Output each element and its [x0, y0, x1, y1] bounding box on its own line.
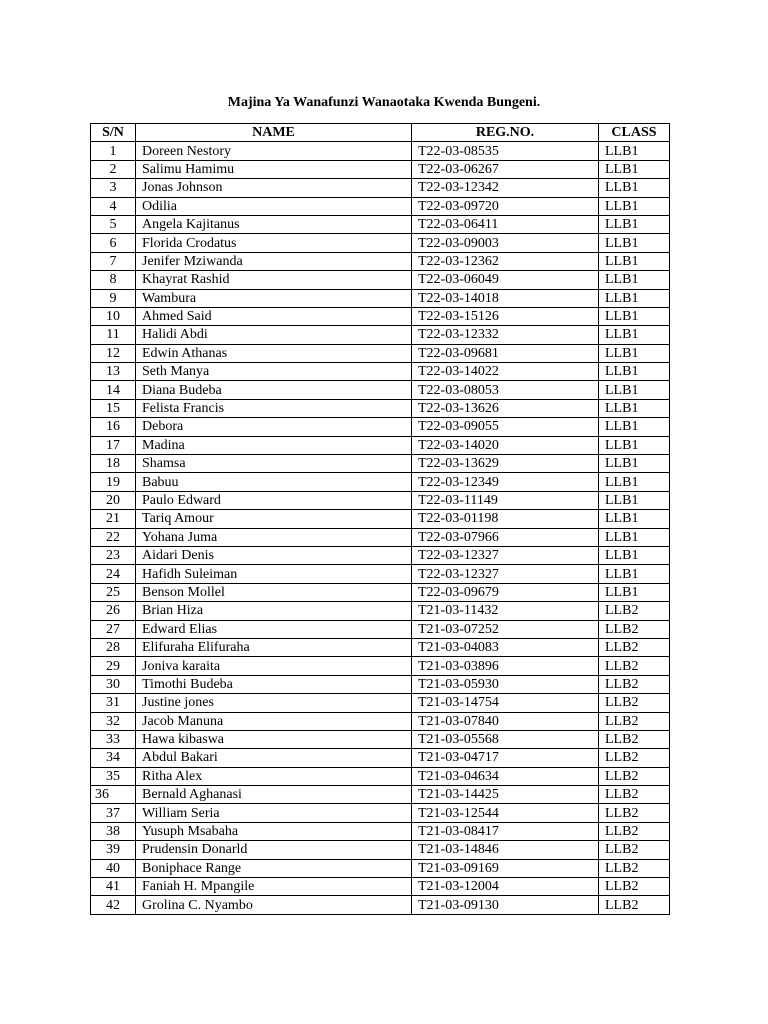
cell-name: Wambura — [136, 289, 412, 307]
table-row — [91, 399, 670, 417]
table-row — [91, 749, 670, 767]
cell-reg-no: T21-03-03896 — [412, 657, 599, 675]
table-row — [91, 804, 670, 822]
cell-reg-no: T22-03-12362 — [412, 252, 599, 270]
table-row — [91, 473, 670, 491]
cell-reg-no: T21-03-14754 — [412, 694, 599, 712]
cell-name: Ritha Alex — [136, 767, 412, 785]
cell-class: LLB1 — [599, 491, 670, 509]
table-row — [91, 234, 670, 252]
cell-sn: 9 — [91, 289, 136, 307]
cell-sn: 36 — [91, 786, 136, 804]
table-row — [91, 197, 670, 215]
document-title: Majina Ya Wanafunzi Wanaotaka Kwenda Bungeni. — [227, 95, 541, 110]
cell-reg-no: T22-03-11149 — [412, 491, 599, 509]
cell-class: LLB1 — [599, 142, 670, 160]
cell-name: Seth Manya — [136, 363, 412, 381]
cell-name: Prudensin Donarld — [136, 841, 412, 859]
cell-name: Edward Elias — [136, 620, 412, 638]
cell-class: LLB1 — [599, 215, 670, 233]
cell-class: LLB1 — [599, 510, 670, 528]
cell-reg-no: T22-03-09681 — [412, 344, 599, 362]
table-row — [91, 215, 670, 233]
cell-reg-no: T21-03-14846 — [412, 841, 599, 859]
cell-reg-no: T21-03-05568 — [412, 730, 599, 748]
cell-reg-no: T21-03-09169 — [412, 859, 599, 877]
cell-reg-no: T22-03-12342 — [412, 179, 599, 197]
table-row — [91, 528, 670, 546]
cell-sn: 27 — [91, 620, 136, 638]
table-row — [91, 896, 670, 914]
cell-class: LLB1 — [599, 307, 670, 325]
cell-name: Hawa kibaswa — [136, 730, 412, 748]
cell-sn: 35 — [91, 767, 136, 785]
cell-reg-no: T21-03-07840 — [412, 712, 599, 730]
table-row — [91, 179, 670, 197]
cell-name: Jacob Manuna — [136, 712, 412, 730]
cell-sn: 7 — [91, 252, 136, 270]
cell-sn: 5 — [91, 215, 136, 233]
table-row — [91, 546, 670, 564]
cell-name: Hafidh Suleiman — [136, 565, 412, 583]
cell-name: Jenifer Mziwanda — [136, 252, 412, 270]
cell-name: Angela Kajitanus — [136, 215, 412, 233]
table-row — [91, 326, 670, 344]
cell-reg-no: T21-03-04083 — [412, 638, 599, 656]
cell-reg-no: T22-03-13629 — [412, 455, 599, 473]
table-row — [91, 841, 670, 859]
cell-reg-no: T22-03-13626 — [412, 399, 599, 417]
cell-class: LLB1 — [599, 473, 670, 491]
cell-reg-no: T21-03-04717 — [412, 749, 599, 767]
cell-reg-no: T22-03-12349 — [412, 473, 599, 491]
cell-reg-no: T21-03-07252 — [412, 620, 599, 638]
cell-class: LLB1 — [599, 252, 670, 270]
cell-sn: 1 — [91, 142, 136, 160]
cell-name: Joniva karaita — [136, 657, 412, 675]
cell-name: Debora — [136, 418, 412, 436]
table-row — [91, 252, 670, 270]
cell-class: LLB1 — [599, 583, 670, 601]
cell-sn: 4 — [91, 197, 136, 215]
cell-name: Doreen Nestory — [136, 142, 412, 160]
cell-class: LLB1 — [599, 179, 670, 197]
cell-sn: 26 — [91, 602, 136, 620]
cell-class: LLB2 — [599, 749, 670, 767]
cell-class: LLB2 — [599, 786, 670, 804]
cell-class: LLB2 — [599, 841, 670, 859]
cell-reg-no: T22-03-15126 — [412, 307, 599, 325]
table-row — [91, 307, 670, 325]
cell-sn: 30 — [91, 675, 136, 693]
table-row — [91, 638, 670, 656]
cell-class: LLB2 — [599, 730, 670, 748]
cell-name: Boniphace Range — [136, 859, 412, 877]
cell-reg-no: T22-03-12332 — [412, 326, 599, 344]
table-row — [91, 455, 670, 473]
cell-sn: 13 — [91, 363, 136, 381]
cell-reg-no: T22-03-06411 — [412, 215, 599, 233]
cell-name: Salimu Hamimu — [136, 160, 412, 178]
table-row — [91, 565, 670, 583]
cell-sn: 33 — [91, 730, 136, 748]
column-header-name: NAME — [136, 124, 412, 142]
table-row — [91, 491, 670, 509]
table-row — [91, 712, 670, 730]
cell-class: LLB1 — [599, 344, 670, 362]
cell-sn: 31 — [91, 694, 136, 712]
cell-name: Paulo Edward — [136, 491, 412, 509]
table-row — [91, 381, 670, 399]
cell-name: Tariq Amour — [136, 510, 412, 528]
cell-reg-no: T22-03-09679 — [412, 583, 599, 601]
cell-class: LLB2 — [599, 859, 670, 877]
cell-reg-no: T22-03-12327 — [412, 546, 599, 564]
cell-class: LLB2 — [599, 675, 670, 693]
table-row — [91, 675, 670, 693]
cell-class: LLB1 — [599, 436, 670, 454]
cell-sn: 25 — [91, 583, 136, 601]
cell-sn: 6 — [91, 234, 136, 252]
cell-name: Timothi Budeba — [136, 675, 412, 693]
cell-sn: 18 — [91, 455, 136, 473]
cell-reg-no: T21-03-12004 — [412, 878, 599, 896]
cell-name: Faniah H. Mpangile — [136, 878, 412, 896]
cell-sn: 41 — [91, 878, 136, 896]
cell-class: LLB1 — [599, 528, 670, 546]
cell-reg-no: T21-03-04634 — [412, 767, 599, 785]
table-row — [91, 418, 670, 436]
cell-class: LLB1 — [599, 565, 670, 583]
cell-name: Halidi Abdi — [136, 326, 412, 344]
cell-sn: 12 — [91, 344, 136, 362]
cell-class: LLB1 — [599, 363, 670, 381]
cell-sn: 42 — [91, 896, 136, 914]
cell-name: Benson Mollel — [136, 583, 412, 601]
cell-name: Yusuph Msabaha — [136, 822, 412, 840]
cell-name: Brian Hiza — [136, 602, 412, 620]
cell-reg-no: T22-03-08535 — [412, 142, 599, 160]
table-row — [91, 436, 670, 454]
table-row — [91, 878, 670, 896]
cell-name: Madina — [136, 436, 412, 454]
cell-class: LLB2 — [599, 712, 670, 730]
table-row — [91, 142, 670, 160]
cell-reg-no: T22-03-07966 — [412, 528, 599, 546]
cell-name: Diana Budeba — [136, 381, 412, 399]
cell-class: LLB2 — [599, 767, 670, 785]
cell-class: LLB2 — [599, 896, 670, 914]
table-row — [91, 767, 670, 785]
cell-class: LLB1 — [599, 197, 670, 215]
cell-sn: 16 — [91, 418, 136, 436]
cell-name: Khayrat Rashid — [136, 271, 412, 289]
cell-name: Babuu — [136, 473, 412, 491]
cell-class: LLB2 — [599, 602, 670, 620]
cell-class: LLB2 — [599, 804, 670, 822]
cell-name: Abdul Bakari — [136, 749, 412, 767]
cell-reg-no: T22-03-14020 — [412, 436, 599, 454]
cell-sn: 11 — [91, 326, 136, 344]
cell-class: LLB1 — [599, 381, 670, 399]
student-table — [90, 123, 670, 915]
cell-class: LLB1 — [599, 160, 670, 178]
table-row — [91, 859, 670, 877]
cell-reg-no: T22-03-14022 — [412, 363, 599, 381]
cell-reg-no: T22-03-09720 — [412, 197, 599, 215]
cell-class: LLB1 — [599, 289, 670, 307]
cell-reg-no: T22-03-12327 — [412, 565, 599, 583]
cell-name: Edwin Athanas — [136, 344, 412, 362]
cell-sn: 24 — [91, 565, 136, 583]
table-row — [91, 583, 670, 601]
cell-class: LLB1 — [599, 234, 670, 252]
cell-name: Odilia — [136, 197, 412, 215]
cell-reg-no: T22-03-08053 — [412, 381, 599, 399]
cell-name: Jonas Johnson — [136, 179, 412, 197]
cell-class: LLB2 — [599, 878, 670, 896]
cell-reg-no: T22-03-01198 — [412, 510, 599, 528]
cell-class: LLB1 — [599, 418, 670, 436]
table-row — [91, 160, 670, 178]
cell-sn: 32 — [91, 712, 136, 730]
table-row — [91, 289, 670, 307]
cell-class: LLB1 — [599, 399, 670, 417]
cell-sn: 2 — [91, 160, 136, 178]
table-row — [91, 602, 670, 620]
table-row — [91, 363, 670, 381]
cell-reg-no: T22-03-14018 — [412, 289, 599, 307]
cell-name: Grolina C. Nyambo — [136, 896, 412, 914]
cell-name: Ahmed Said — [136, 307, 412, 325]
cell-name: Justine jones — [136, 694, 412, 712]
cell-class: LLB2 — [599, 638, 670, 656]
table-body — [91, 142, 670, 914]
cell-reg-no: T22-03-06267 — [412, 160, 599, 178]
column-header-reg-no: REG.NO. — [412, 124, 599, 142]
cell-class: LLB2 — [599, 822, 670, 840]
cell-sn: 8 — [91, 271, 136, 289]
cell-sn: 10 — [91, 307, 136, 325]
cell-sn: 15 — [91, 399, 136, 417]
cell-class: LLB1 — [599, 546, 670, 564]
cell-reg-no: T22-03-09055 — [412, 418, 599, 436]
cell-reg-no: T21-03-05930 — [412, 675, 599, 693]
cell-sn: 40 — [91, 859, 136, 877]
cell-class: LLB2 — [599, 657, 670, 675]
cell-name: Aidari Denis — [136, 546, 412, 564]
cell-name: Yohana Juma — [136, 528, 412, 546]
cell-name: Felista Francis — [136, 399, 412, 417]
table-row — [91, 786, 670, 804]
table-header-row — [91, 124, 670, 142]
cell-class: LLB2 — [599, 694, 670, 712]
table-row — [91, 822, 670, 840]
cell-reg-no: T21-03-09130 — [412, 896, 599, 914]
cell-sn: 22 — [91, 528, 136, 546]
cell-name: Florida Crodatus — [136, 234, 412, 252]
cell-sn: 20 — [91, 491, 136, 509]
cell-sn: 28 — [91, 638, 136, 656]
cell-reg-no: T21-03-08417 — [412, 822, 599, 840]
table-row — [91, 510, 670, 528]
cell-sn: 39 — [91, 841, 136, 859]
cell-class: LLB1 — [599, 271, 670, 289]
cell-sn: 38 — [91, 822, 136, 840]
cell-class: LLB1 — [599, 326, 670, 344]
table-row — [91, 344, 670, 362]
cell-sn: 29 — [91, 657, 136, 675]
cell-name: William Seria — [136, 804, 412, 822]
cell-reg-no: T21-03-14425 — [412, 786, 599, 804]
cell-reg-no: T21-03-12544 — [412, 804, 599, 822]
table-row — [91, 694, 670, 712]
cell-sn: 21 — [91, 510, 136, 528]
table-row — [91, 730, 670, 748]
cell-name: Bernald Aghanasi — [136, 786, 412, 804]
column-header-class: CLASS — [599, 124, 670, 142]
cell-sn: 37 — [91, 804, 136, 822]
cell-sn: 14 — [91, 381, 136, 399]
cell-reg-no: T22-03-06049 — [412, 271, 599, 289]
cell-reg-no: T21-03-11432 — [412, 602, 599, 620]
cell-class: LLB1 — [599, 455, 670, 473]
cell-sn: 3 — [91, 179, 136, 197]
cell-sn: 17 — [91, 436, 136, 454]
cell-sn: 34 — [91, 749, 136, 767]
cell-sn: 19 — [91, 473, 136, 491]
table-row — [91, 620, 670, 638]
table-row — [91, 657, 670, 675]
column-header-sn: S/N — [91, 124, 136, 142]
cell-sn: 23 — [91, 546, 136, 564]
cell-class: LLB2 — [599, 620, 670, 638]
cell-name: Shamsa — [136, 455, 412, 473]
cell-name: Elifuraha Elifuraha — [136, 638, 412, 656]
cell-reg-no: T22-03-09003 — [412, 234, 599, 252]
table-row — [91, 271, 670, 289]
